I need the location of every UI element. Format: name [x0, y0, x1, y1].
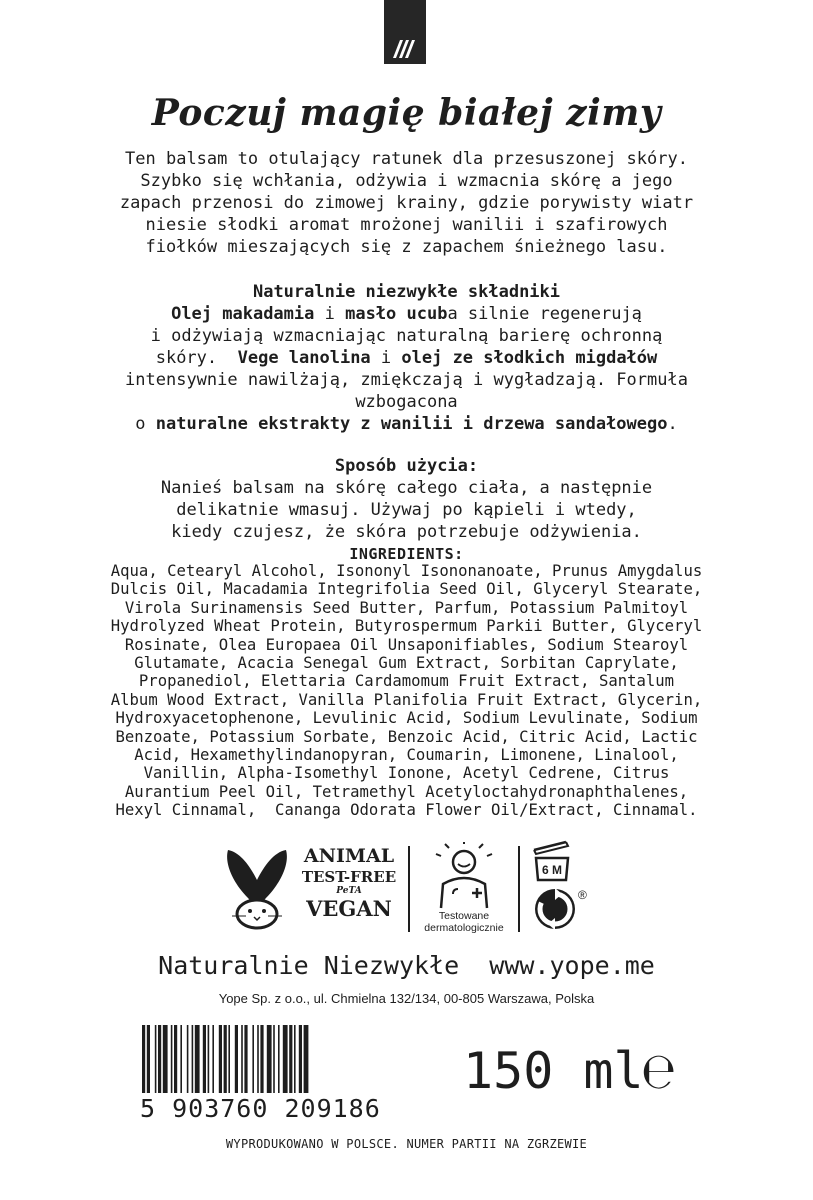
pao-label: 6 M [541, 863, 563, 877]
barcode-bar [195, 1025, 200, 1093]
divider [408, 846, 410, 932]
inci-line: Dulcis Oil, Macadamia Integrifolia Seed Oil, Glyceryl Stearate, [110, 580, 703, 599]
inci-line: Aqua, Cetearyl Alcohol, Isononyl Isononanoate, Prunus Amygdalus [110, 562, 703, 580]
barcode-bar [278, 1025, 280, 1093]
barcode-bar [203, 1025, 206, 1093]
volume-label [463, 1041, 674, 1101]
usage-line: delikatnie wmasuj. Używaj po kąpieli i wtedy, [176, 500, 637, 520]
intro-line: Szybko się wchłania, odżywia i wzmacnia skórę a jego [140, 171, 673, 191]
footer-note: WYPRODUKOWANO W POLSCE. NUMER PARTII NA ZGRZEWIE [225, 1137, 588, 1151]
inci-line: Acid, Hexamethylindanopyran, Coumarin, Limonene, Linalool, [134, 746, 679, 765]
brand-url: www.yope.me [489, 951, 655, 980]
barcode-bar [174, 1025, 177, 1093]
barcode-bar [267, 1025, 272, 1093]
barcode-bar [273, 1025, 275, 1093]
barcode-bar [180, 1025, 182, 1093]
barcode-bar [257, 1025, 259, 1093]
inci-line: Rosinate, Olea Europaea Oil Unsaponifiables, Sodium Stearoyl [124, 635, 689, 654]
usage-line: kiedy czujesz, że skóra potrzebuje odżywienia. [171, 522, 642, 542]
barcode-bar [171, 1025, 173, 1093]
certification-logos [222, 840, 602, 938]
divider [518, 846, 520, 932]
barcode-bar [147, 1025, 150, 1093]
inci-line: Propanediol, Elettaria Cardamomum Fruit Extract, Santalum [138, 672, 675, 691]
barcode-bar [224, 1025, 227, 1093]
inci-line: Aurantium Peel Oil, Tetramethyl Acetyloctahydronaphthalenes, [124, 782, 689, 801]
brand-tab [384, 0, 426, 64]
barcode-bar [283, 1025, 288, 1093]
ingredients-description [0, 281, 813, 435]
barcode-bar [142, 1025, 145, 1093]
inci-line: Virola Surinamensis Seed Butter, Parfum, Potassium Palmitoyl [124, 598, 689, 617]
ingredients-line: skóry. Vege lanolina i olej ze słodkich migdałów [155, 348, 658, 368]
brand-line [0, 951, 813, 980]
ingredients-line: i odżywiają wzmacniając naturalną barierę ochronną [150, 326, 663, 346]
estimated-sign: ℮ [643, 1042, 674, 1100]
green-dot-recycling-icon [534, 888, 576, 930]
pao-jar-icon [528, 840, 576, 882]
barcode-bar [187, 1025, 189, 1093]
barcode-bar [299, 1025, 302, 1093]
brand-logo-icon [393, 40, 417, 58]
barcode-bar [192, 1025, 194, 1093]
ingredients-line: wzbogacona [355, 392, 458, 412]
ingredients-line: intensywnie nawilżają, zmiękczają i wygładzają. Formuła [125, 370, 688, 390]
usage-section [0, 455, 813, 543]
volume-value: 150 ml [463, 1042, 644, 1100]
inci-section [0, 546, 813, 820]
registered-mark: ® [578, 888, 587, 902]
barcode-bar [241, 1025, 243, 1093]
barcode-bar [244, 1025, 247, 1093]
inci-line: Hydroxyacetophenone, Levulinic Acid, Sodium Levulinate, Sodium [115, 709, 698, 728]
ingredients-line: o naturalne ekstrakty z wanilii i drzewa sandałowego. [135, 414, 678, 434]
barcode-bar [158, 1025, 161, 1093]
barcode-bar [155, 1025, 157, 1093]
usage-line: Nanieś balsam na skórę całego ciała, a następnie [160, 478, 653, 498]
inci-line: Benzoate, Potassium Sorbate, Benzoic Acid, Citric Acid, Lactic [115, 727, 698, 746]
usage-heading: Sposób użycia: [334, 456, 479, 476]
inci-line: Hexyl Cinnamal, Cananga Odorata Flower Oil/Extract, Cinnamal. [115, 801, 698, 820]
intro-line: zapach przenosi do zimowej krainy, gdzie porywisty wiatr [119, 193, 694, 213]
barcode-bar [228, 1025, 230, 1093]
ingredients-heading: Naturalnie niezwykłe składniki [252, 282, 561, 302]
barcode-bar [294, 1025, 296, 1093]
ingredients-line: Olej makadamia i masło ucuba silnie regenerują [171, 304, 642, 324]
inci-heading: INGREDIENTS: [349, 545, 464, 563]
barcode-bar [212, 1025, 214, 1093]
barcode-bar [208, 1025, 210, 1093]
intro-line: niesie słodki aromat mrożonej wanilii i szafirowych [145, 215, 668, 235]
animal-test-free-badge: ANIMAL TEST-FREE PeTA VEGAN [301, 845, 397, 921]
inci-line: Vanillin, Alpha-Isomethyl Ionone, Acetyl Cedrene, Citrus [143, 764, 670, 783]
barcode [140, 1025, 445, 1097]
barcode-bar [260, 1025, 263, 1093]
dermatologically-tested-caption: Testowane dermatologicznie [424, 910, 504, 934]
barcode-bar [252, 1025, 254, 1093]
inci-line: Hydrolyzed Wheat Protein, Butyrospermum Parkii Butter, Glyceryl [110, 617, 703, 636]
barcode-bar [304, 1025, 309, 1093]
intro-line: Ten balsam to otulający ratunek dla przesuszonej skóry. [125, 149, 688, 169]
barcode-bar [235, 1025, 238, 1093]
barcode-bar [163, 1025, 168, 1093]
intro-line: fiołków mieszających się z zapachem śnieżnego lasu. [145, 237, 668, 257]
brand-name: Naturalnie Niezwykłe [158, 951, 460, 980]
barcode-bar [289, 1025, 292, 1093]
inci-line: Glutamate, Acacia Senegal Gum Extract, Sorbitan Caprylate, [134, 654, 679, 673]
vegan-bunny-icon [222, 844, 292, 934]
company-address: Yope Sp. z o.o., ul. Chmielna 132/134, 00-805 Warszawa, Polska [218, 991, 595, 1006]
barcode-bar [219, 1025, 222, 1093]
barcode-digits: 5 903760 209186 [140, 1094, 381, 1123]
dermatologist-icon [427, 842, 501, 910]
page-title: Poczuj magię białej zimy [151, 92, 662, 134]
inci-line: Album Wood Extract, Vanilla Planifolia Fruit Extract, Glycerin, [110, 690, 703, 709]
intro-paragraph [0, 148, 813, 258]
